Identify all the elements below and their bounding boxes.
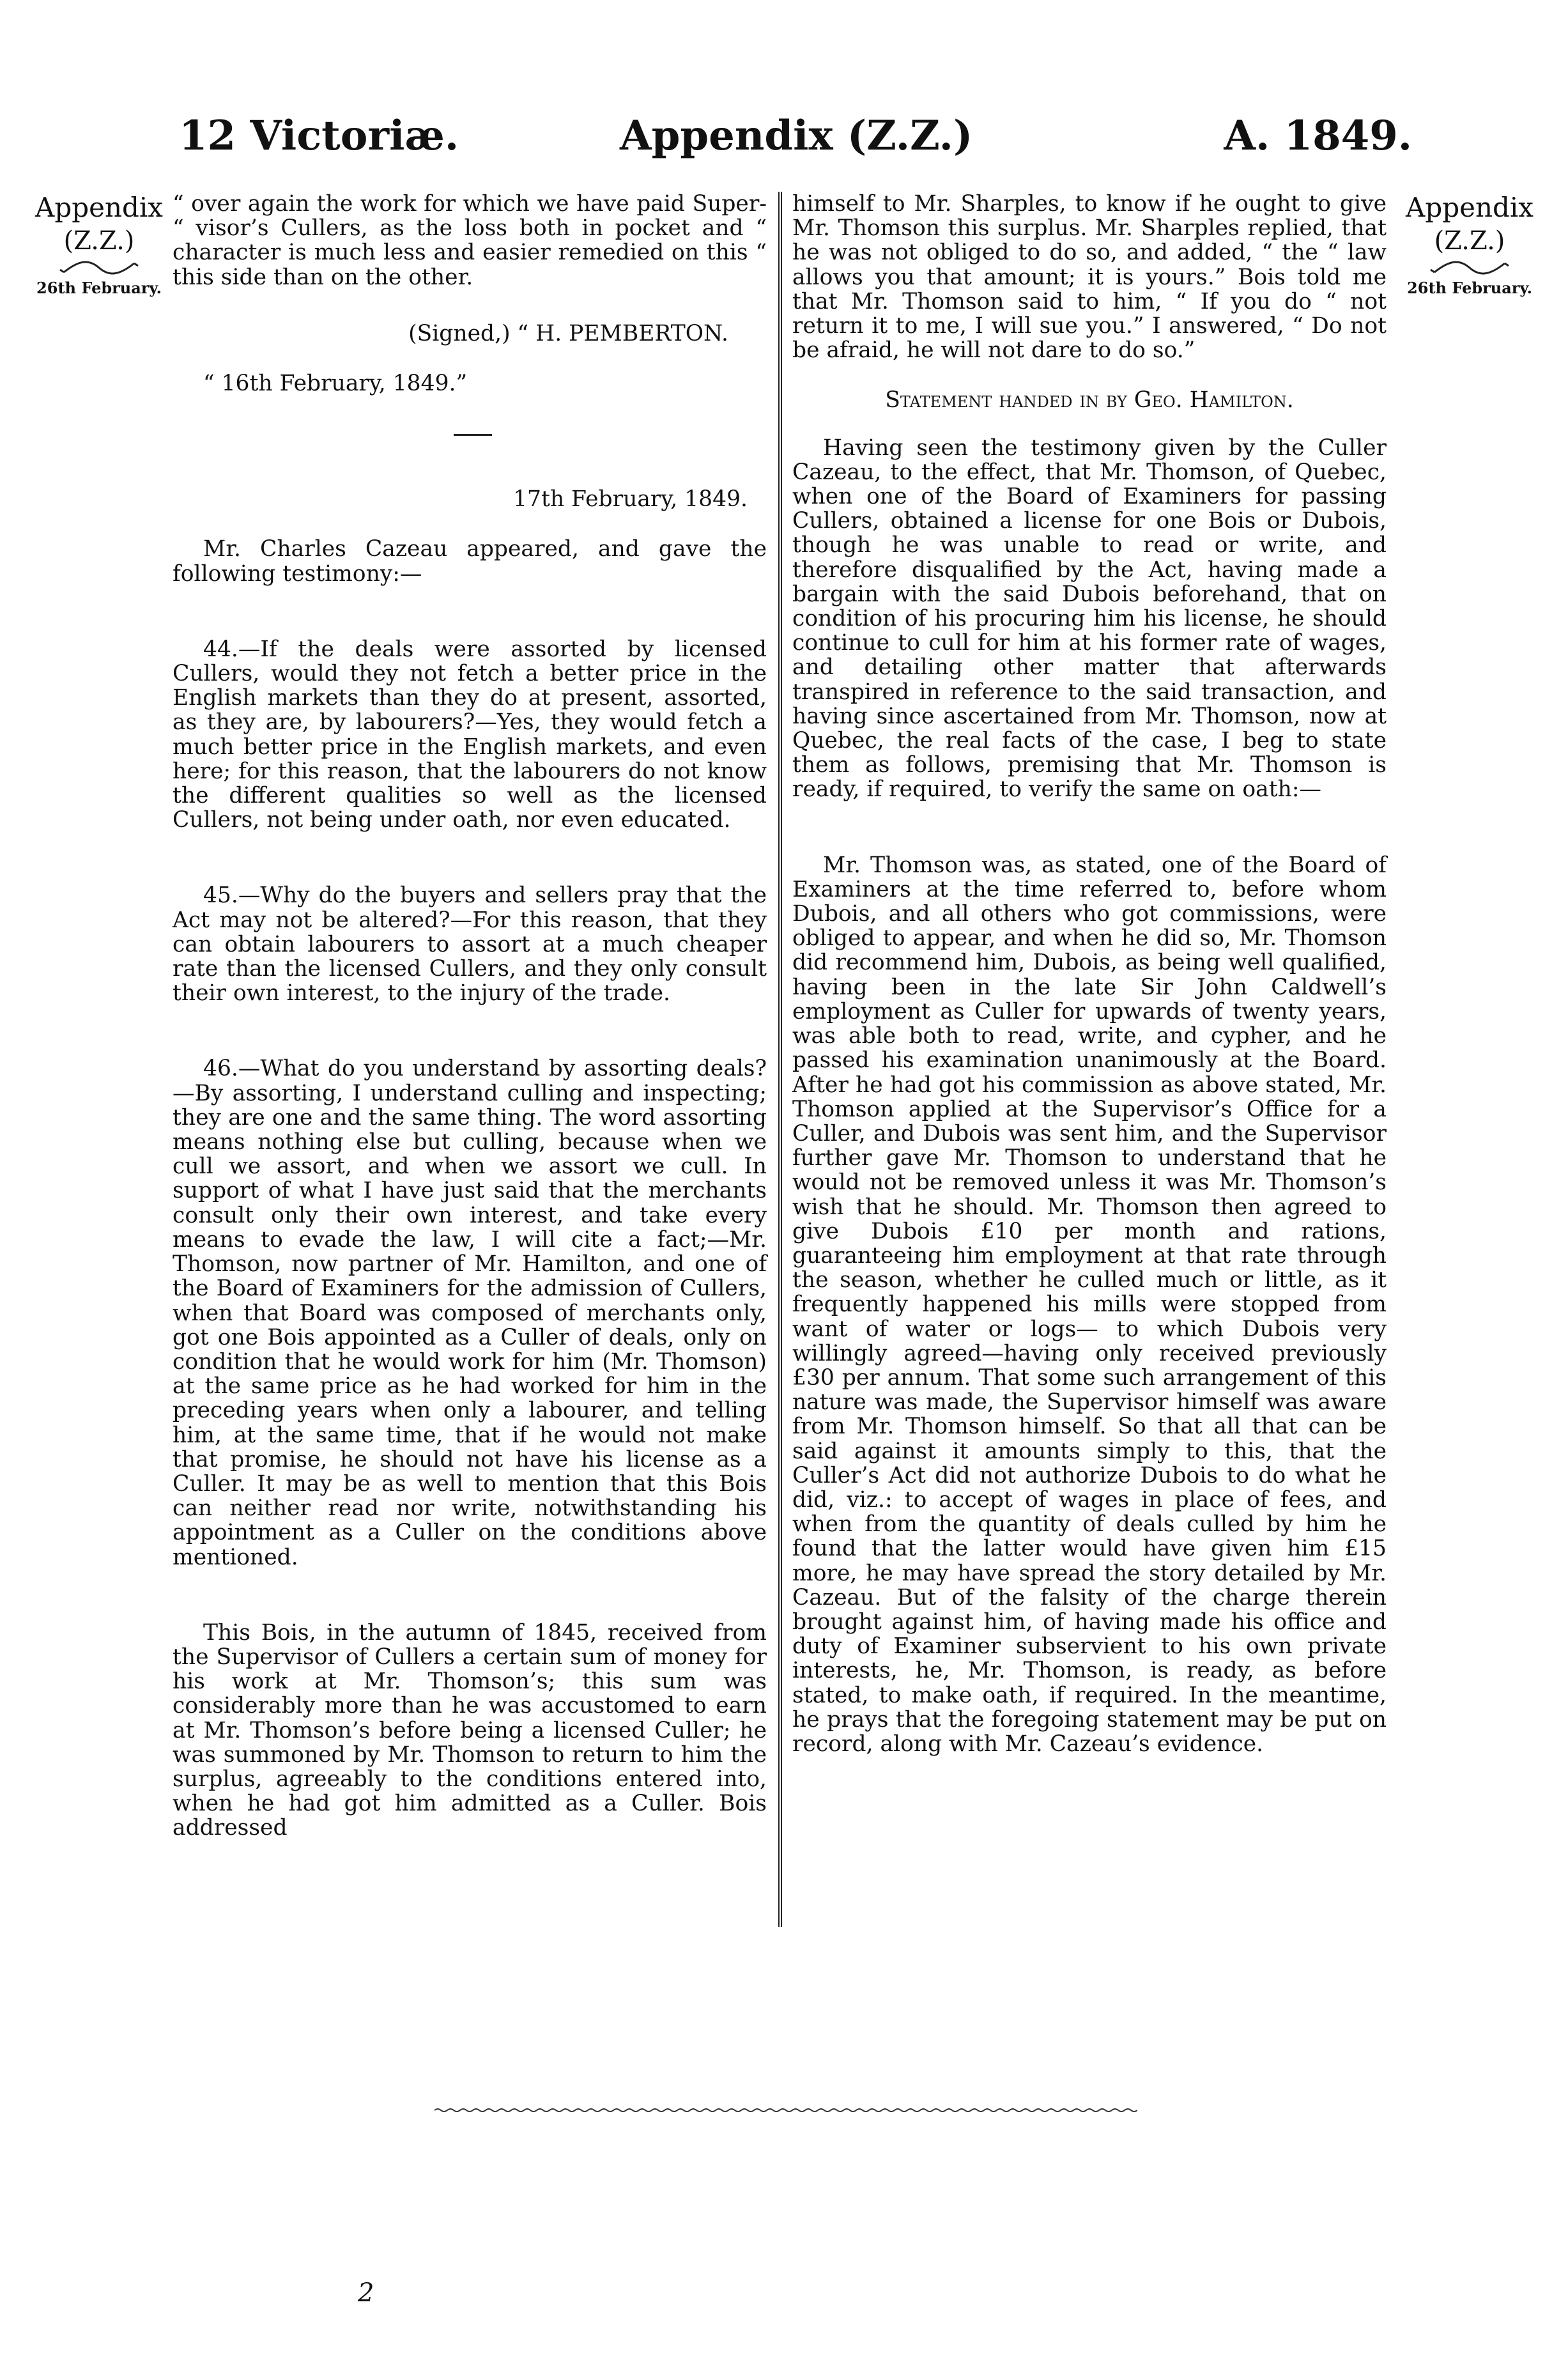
- margin-note-date: 26th February.: [36, 279, 162, 297]
- running-head-title: Appendix (Z.Z.): [620, 112, 973, 160]
- statement-paragraph-1: Having seen the testimony given by the Culler Cazeau, to the effect, that Mr. Thomson, of Quebec, when one of the Board of Examiners for passing Cullers, obtained a license for one Bois or Dubois, though he was unable to read or write, and therefore disqualified by the Act, having made a bargain with the said Dubois beforehand, that on condition of his procuring him his license, he should continue to cull for him at his former rate of wages, and detailing other matter that afterwards transpired in reference to the said transaction, and having since ascertained from Mr. Thomson, now at Quebec, the real facts of the case, I beg to state them as follows, premising that Mr. Thomson is ready, if required, to verify the same on oath:—: [792, 435, 1387, 803]
- question-46: 46.—What do you understand by assorting deals? —By assorting, I understand culling and inspecting; they are one and the same thing. The word assorting means nothing else but culling, because when we cull we assort, and when we assort we cull. In support of what I have just said that the merchants consult only their own interest, and take every means to evade the law, I will cite a fact;—Mr. Thomson, now partner of Mr. Hamilton, and one of the Board of Examiners for the admission of Cullers, when that Board was composed of merchants only, got one Bois appointed as a Culler of deals, only on condition that he would work for him (Mr. Thomson) at the same price as he had worked for him in the preceding years when only a labourer, and telling him, at the same time, that if he would not make that promise, he should not have his license as a Culler. It may be as well to mention that this Bois can neither read nor write, notwithstanding his appointment as a Culler on the conditions above mentioned.: [173, 1056, 767, 1570]
- spacer: [173, 1024, 767, 1056]
- spacer: [173, 851, 767, 883]
- question-44: 44.—If the deals were assorted by licensed Cullers, would they not fetch a better price in the English markets than they do at present, assorted, as they are, by labourers?—Yes, they would fetch a much better price in the English markets, and even here; for this reason, that the labourers do not know the different qualities so well as the licensed Cullers, not being under oath, nor even educated.: [173, 636, 767, 833]
- statement-heading: Statement handed in by Geo. Hamilton.: [885, 387, 1294, 413]
- signature: (Signed,) “ H. PEMBERTON.: [408, 320, 728, 346]
- running-head-year: A. 1849.: [1224, 112, 1412, 160]
- margin-note-title: Appendix: [1405, 192, 1533, 223]
- running-head-session: 12 Victoriæ.: [179, 112, 459, 160]
- swash-ornament-icon: [26, 258, 173, 277]
- bottom-ornamental-rule: [434, 2108, 1137, 2113]
- column-divider: [778, 192, 782, 1927]
- spacer: [792, 821, 1387, 853]
- margin-note-left: [26, 192, 173, 299]
- margin-note-title: Appendix: [35, 192, 163, 223]
- bois-paragraph: This Bois, in the autumn of 1845, received from the Supervisor of Cullers a certain sum of money for his work at Mr. Thomson’s; this sum was considerably more than he was accustomed to earn at Mr. Thomson’s before being a licensed Culler; he was summoned by Mr. Thomson to return to him the surplus, agreeably to the conditions entered into, when he had got him admitted as a Culler. Bois addressed: [173, 1619, 767, 1841]
- margin-note-paren: (Z.Z.): [1434, 226, 1505, 256]
- spacer: [173, 605, 767, 637]
- bois-continuation: himself to Mr. Sharples, to know if he ought to give Mr. Thomson this surplus. Mr. Sharples replied, that he was not obliged to do so, and added, “ the “ law allows you that amount; it is yours.” Bois told me that Mr. Thomson said to him, “ If you do “ not return it to me, I will sue you.” I answered, “ Do not be afraid, he will not dare to do so.”: [792, 191, 1387, 364]
- testimony-intro: Mr. Charles Cazeau appeared, and gave the following testimony:—: [173, 536, 767, 587]
- spacer: [173, 1589, 767, 1621]
- question-45: 45.—Why do the buyers and sellers pray that the Act may not be altered?—For this reason, that they can obtain labourers to assort at a much cheaper rate than the licensed Cullers, and they only consult their own interest, to the injury of the trade.: [173, 883, 767, 1007]
- right-column: [792, 192, 1387, 1775]
- margin-note-right: [1396, 192, 1543, 299]
- swash-ornament-icon: [1396, 258, 1543, 277]
- margin-note-paren: (Z.Z.): [63, 226, 135, 256]
- signature-date: “ 16th February, 1849.”: [203, 371, 468, 397]
- section-rule: [454, 434, 492, 436]
- entry-date: 17th February, 1849.: [513, 486, 748, 513]
- left-column: [173, 192, 767, 1860]
- page-number: 2: [358, 2278, 374, 2308]
- letter-continuation: “ over again the work for which we have paid Super- “ visor’s Cullers, as the loss both in pocket and “ character is much less and easier remedied on this “ this side than on the other.: [173, 191, 767, 290]
- margin-note-date: 26th February.: [1407, 279, 1532, 297]
- statement-paragraph-2: Mr. Thomson was, as stated, one of the Board of Examiners at the time referred to, before whom Dubois, and all others who got commissions, were obliged to appear, and when he did so, Mr. Thomson did recommend him, Dubois, as being well qualified, having been in the late Sir John Caldwell’s employment as Culler for upwards of twenty years, was able both to read, write, and cypher, and he passed his examination unanimously at the Board. After he had got his commission as above stated, Mr. Thomson applied at the Supervisor’s Office for a Culler, and Dubois was sent him, and the Supervisor further gave Mr. Thomson to understand that he would not be removed unless it was Mr. Thomson’s wish that he should. Mr. Thomson then agreed to give Dubois £10 per month and rations, guaranteeing him employment at that rate through the season, whether he culled much or little, as it frequently happened his mills were stopped from want of water or logs— to which Dubois very willingly agreed—having only received previously £30 per annum. That some such arrangement of this nature was made, the Supervisor himself was aware from Mr. Thomson himself. So that all that can be said against it amounts simply to this, that the Culler’s Act did not authorize Dubois to do what he did, viz.: to accept of wages in place of fees, and when from the quantity of deals culled by him he found that the latter would have given him £15 more, he may have spread the story detailed by Mr. Cazeau. But of the falsity of the charge therein brought against him, of having made his office and duty of Examiner subservient to his own private interests, he, Mr. Thomson, is ready, as before stated, to make oath, if required. In the meantime, he prays that the foregoing statement may be put on record, along with Mr. Cazeau’s evidence.: [792, 852, 1387, 1757]
- running-head: [173, 107, 1412, 171]
